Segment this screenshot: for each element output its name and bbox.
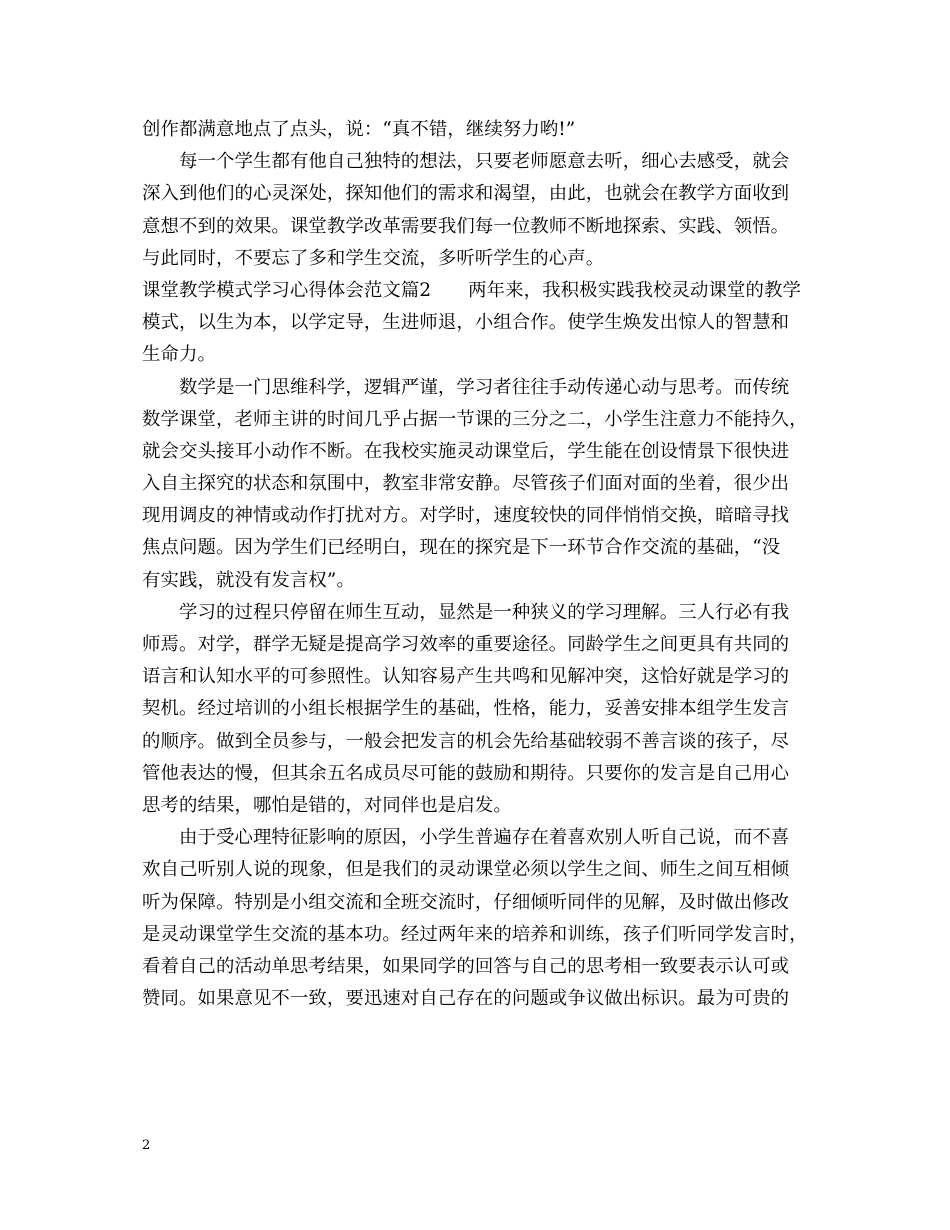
page-number: 2	[142, 1138, 151, 1153]
text-line: 课堂教学模式学习心得体会范文篇2 两年来，我积极实践我校灵动课堂的教学	[142, 279, 801, 301]
text-line: 入自主探究的状态和氛围中，教室非常安静。尽管孩子们面对面的坐着，很少出	[142, 473, 790, 495]
text-line: 师焉。对学，群学无疑是提高学习效率的重要途径。同龄学生之间更具有共同的	[142, 634, 790, 655]
text-line: 就会交头接耳小动作不断。在我校实施灵动课堂后，学生能在创设情景下很快进	[142, 440, 790, 462]
text-line: 看着自己的活动单思考结果，如果同学的回答与自己的思考相一致要表示认可或	[142, 955, 790, 977]
text-line: 意想不到的效果。课堂教学改革需要我们每一位教师不断地探索、实践、领悟。	[142, 215, 790, 237]
text-line: 数学是一门思维科学，逻辑严谨，学习者往往手动传递心动与思考。而传统	[179, 376, 790, 398]
text-line: 焦点问题。因为学生们已经明白，现在的探究是下一环节合作交流的基础，“没	[142, 537, 781, 559]
body-text	[142, 114, 832, 1015]
text-line: 每一个学生都有他自己独特的想法，只要老师愿意去听，细心去感受，就会	[179, 151, 790, 173]
text-line: 有实践，就没有发言权”。	[142, 569, 355, 591]
text-line: 是灵动课堂学生交流的基本功。经过两年来的培养和训练，孩子们听同学发言时，	[142, 923, 808, 945]
text-line: 现用调皮的神情或动作打扰对方。对学时，速度较快的同伴悄悄交换，暗暗寻找	[142, 505, 790, 527]
text-line: 契机。经过培训的小组长根据学生的基础，性格，能力，妥善安排本组学生发言	[142, 698, 790, 720]
text-line: 数学课堂，老师主讲的时间几乎占据一节课的三分之二，小学生注意力不能持久，	[142, 408, 808, 430]
text-line: 与此同时，不要忘了多和学生交流，多听听学生的心声。	[142, 247, 605, 269]
text-line: 生命力。	[142, 344, 216, 366]
text-line: 管他表达的慢，但其余五名成员尽可能的鼓励和期待。只要你的发言是自己用心	[142, 762, 790, 784]
text-line: 学习的过程只停留在师生互动，显然是一种狭义的学习理解。三人行必有我	[179, 601, 790, 623]
text-line: 语言和认知水平的可参照性。认知容易产生共鸣和见解冲突，这恰好就是学习的	[142, 666, 790, 688]
text-line: 思考的结果，哪怕是错的，对同伴也是启发。	[142, 794, 512, 816]
text-line: 模式，以生为本，以学定导，生进师退，小组合作。使学生焕发出惊人的智慧和	[142, 312, 790, 334]
text-line: 欢自己听别人说的现象，但是我们的灵动课堂必须以学生之间、师生之间互相倾	[142, 859, 790, 881]
text-line: 深入到他们的心灵深处，探知他们的需求和渴望，由此，也就会在教学方面收到	[142, 183, 790, 205]
text-line: 赞同。如果意见不一致，要迅速对自己存在的问题或争议做出标识。最为可贵的	[142, 988, 790, 1010]
text-line: 听为保障。特别是小组交流和全班交流时，仔细倾听同伴的见解，及时做出修改	[142, 891, 790, 913]
text-line: 的顺序。做到全员参与，一般会把发言的机会先给基础较弱不善言谈的孩子，尽	[142, 730, 790, 752]
text-line: 由于受心理特征影响的原因，小学生普遍存在着喜欢别人听自己说，而不喜	[179, 827, 790, 849]
text-line: 创作都满意地点了点头，说：“真不错，继续努力哟!”	[142, 119, 576, 140]
